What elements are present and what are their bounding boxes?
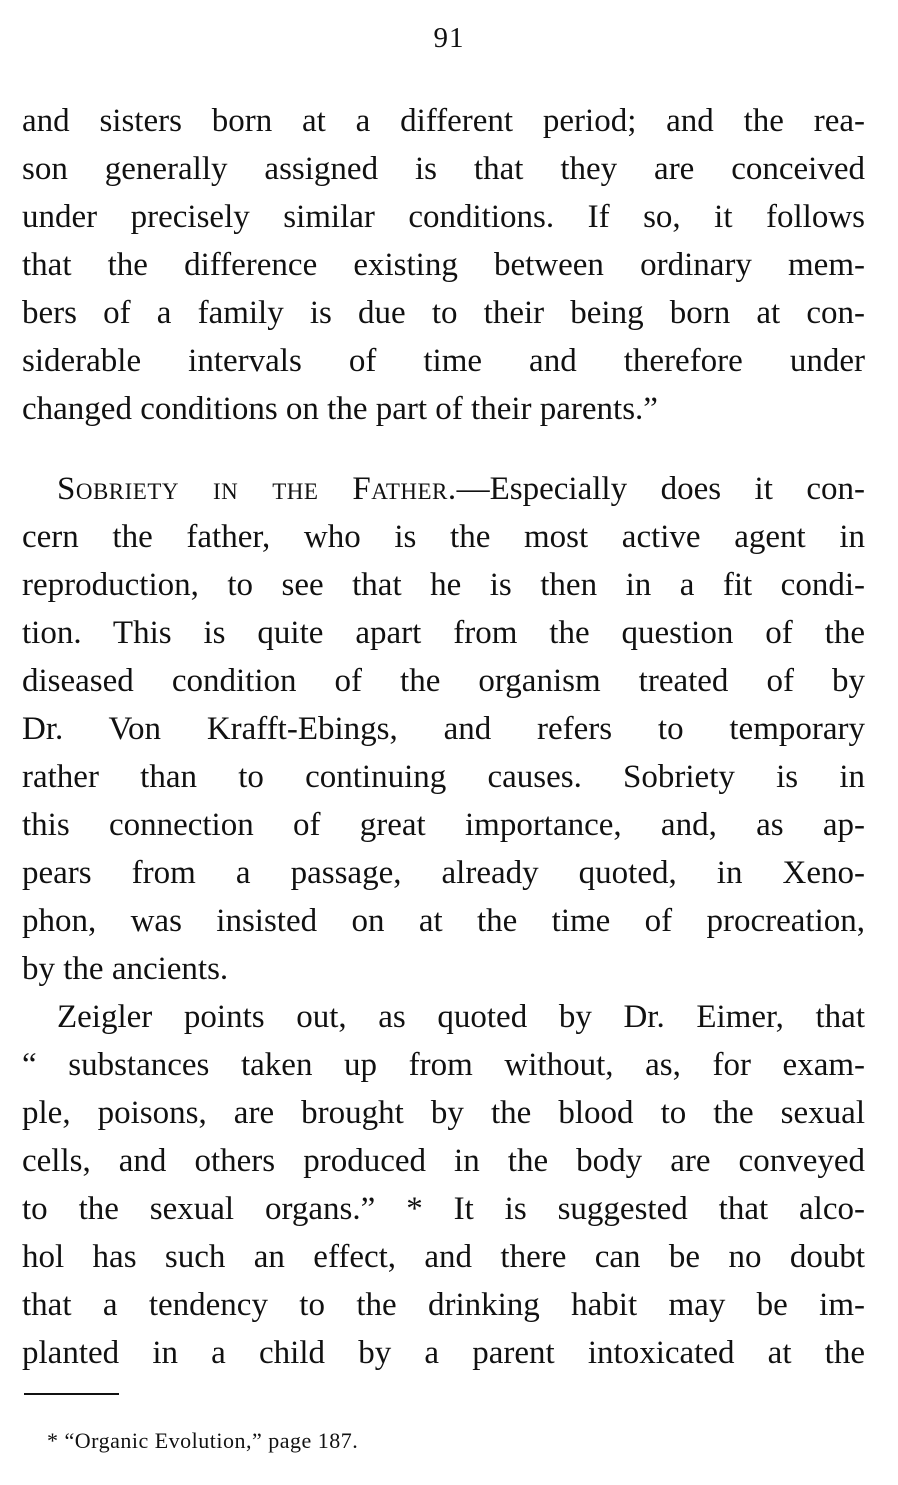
text-line: Dr. Von Krafft-Ebings, and refers to temporary: [22, 711, 865, 747]
text-line: siderable intervals of time and therefore under: [22, 343, 865, 379]
text-line: [57, 465, 865, 513]
text-line: to the sexual organs.” * It is suggested that alco-: [22, 1191, 865, 1227]
text-line: tion. This is quite apart from the question of the: [22, 615, 865, 651]
text-line: and sisters born at a different period; and the rea-: [22, 103, 865, 139]
text-line: that a tendency to the drinking habit may be im-: [22, 1287, 865, 1323]
footnote-divider: [24, 1393, 119, 1395]
footnote: * “Organic Evolution,” page 187.: [47, 1428, 359, 1453]
text-line: hol has such an effect, and there can be no doubt: [22, 1239, 865, 1275]
text-line: under precisely similar conditions. If so, it follows: [22, 199, 865, 235]
text-line: ple, poisons, are brought by the blood to the sexual: [22, 1095, 865, 1131]
text-line: son generally assigned is that they are conceived: [22, 151, 865, 187]
text-line: by the ancients.: [22, 951, 229, 987]
text-line: phon, was insisted on at the time of procreation,: [22, 903, 865, 939]
text-line: planted in a child by a parent intoxicated at the: [22, 1335, 865, 1371]
text-line: rather than to continuing causes. Sobriety is in: [22, 759, 865, 795]
text-line: cern the father, who is the most active agent in: [22, 519, 865, 555]
text-line: cells, and others produced in the body are conveyed: [22, 1143, 865, 1179]
text-line: “ substances taken up from without, as, for exam-: [22, 1047, 865, 1083]
text-run: —Especially does it con-: [456, 471, 865, 507]
text-line: Zeigler points out, as quoted by Dr. Eimer, that: [57, 999, 865, 1035]
text-line: bers of a family is due to their being born at con-: [22, 295, 865, 331]
text-line: reproduction, to see that he is then in a fit condi-: [22, 567, 865, 603]
page-number: 91: [433, 22, 465, 54]
text-line: diseased condition of the organism treated of by: [22, 663, 865, 699]
text-line: this connection of great importance, and, as ap-: [22, 807, 865, 843]
section-heading: Sobriety in the Father.: [57, 471, 457, 507]
text-line: pears from a passage, already quoted, in Xeno-: [22, 855, 865, 891]
text-line: that the difference existing between ordinary mem-: [22, 247, 865, 283]
text-line: changed conditions on the part of their parents.”: [22, 391, 658, 427]
